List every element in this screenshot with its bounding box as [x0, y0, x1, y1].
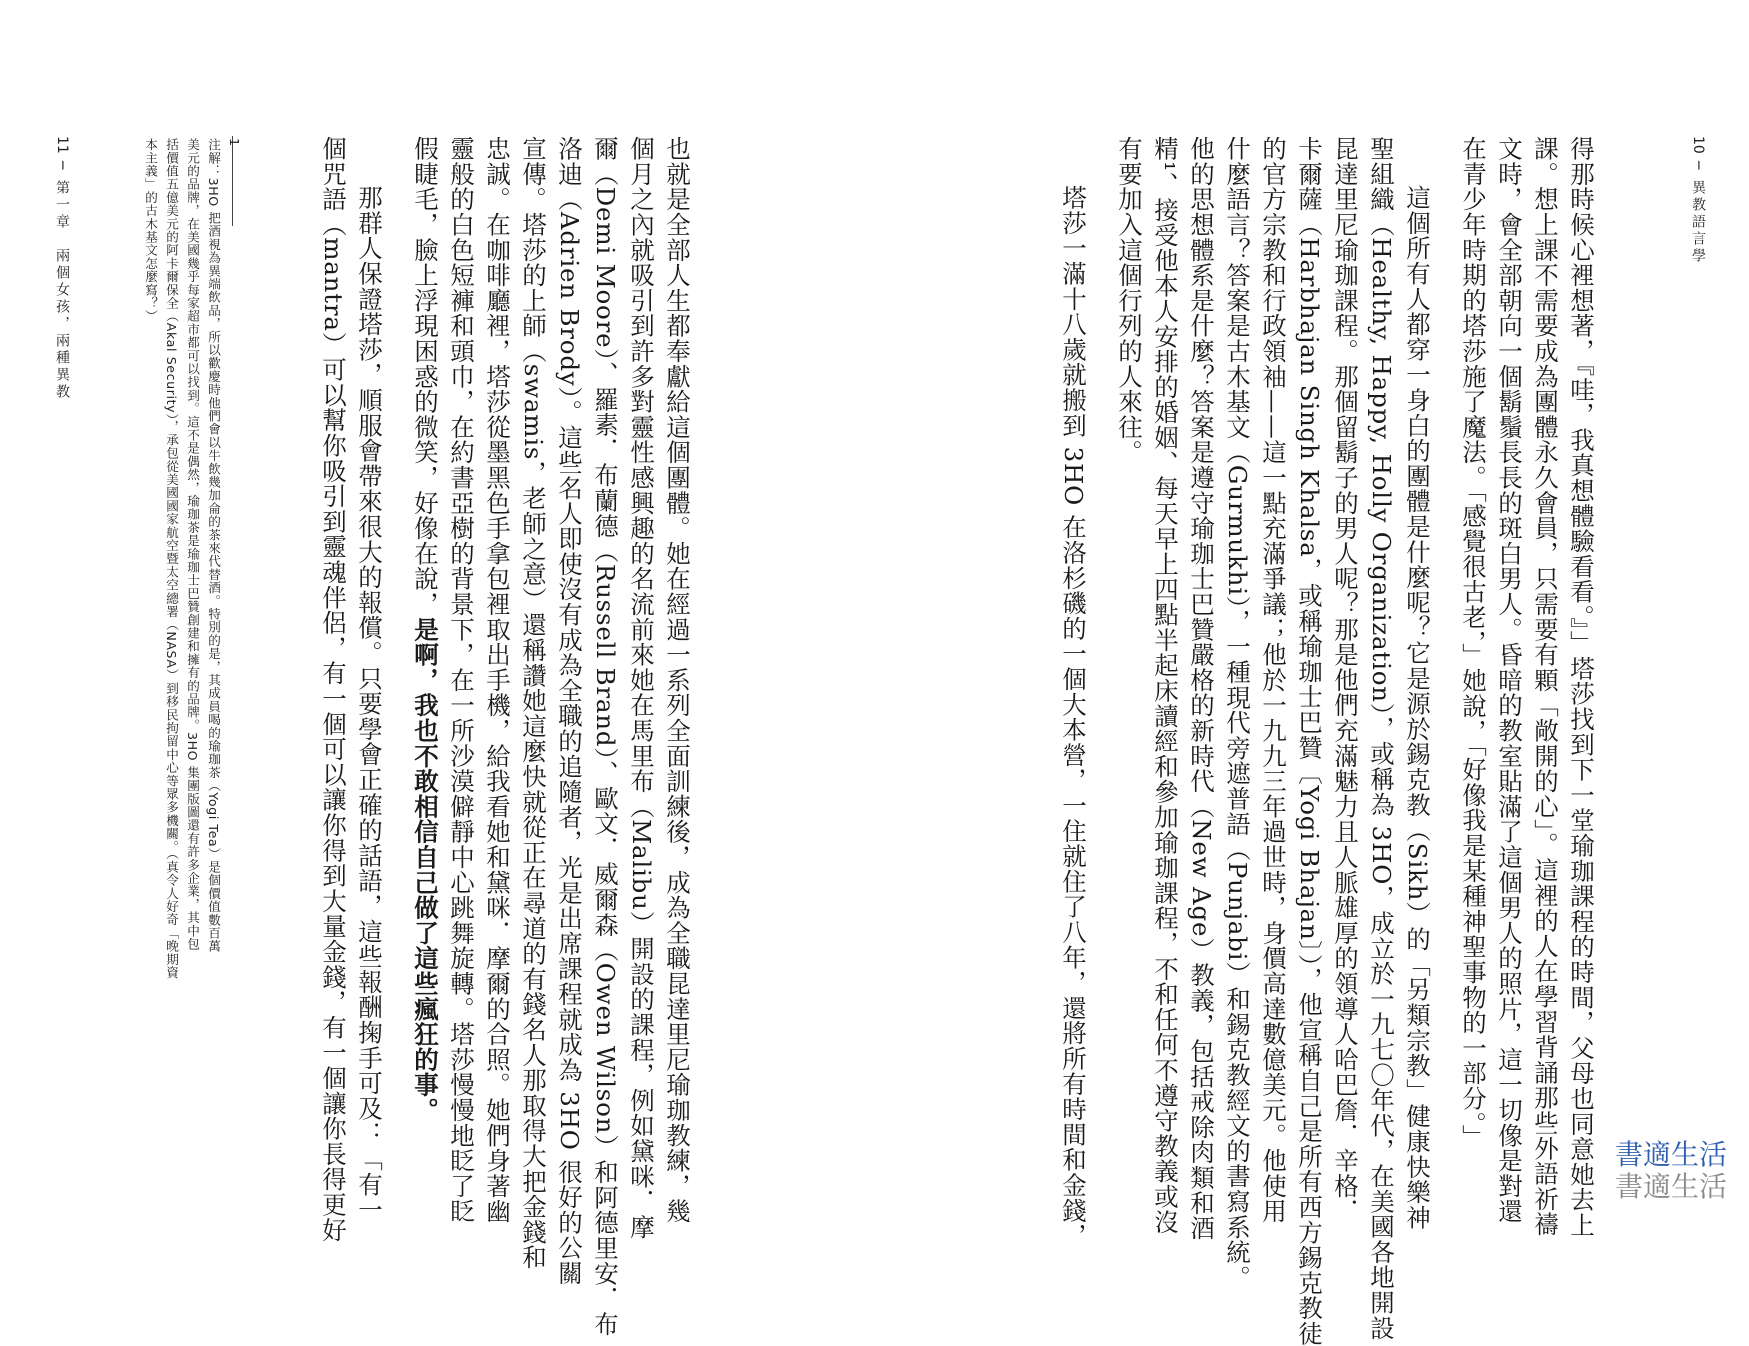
publisher-watermark [1615, 1139, 1727, 1203]
paragraph-line: 那群人保證塔莎，順服會帶來很大的報償。只要學會正確的話語，這些報酬掬手可及：「有一 [355, 185, 384, 1223]
footnote-line: 注解：3HO 把酒視為異端飲品，所以歡慶時他們會以牛飲幾加侖的茶來代替酒。特別的是，其成員喝的瑜珈茶（Yogi Tea）是個價值數百萬 [206, 138, 221, 953]
paragraph-line: 得那時候心裡想著，『哇，我真想體驗看看。』」塔莎找到下一堂瑜珈課程的時間，父母也同意她去上 [1567, 136, 1596, 1238]
paragraph-line: 的官方宗教和行政領袖——這一點充滿爭議；他於一九九三年過世時，身價高達數億美元。他使用 [1259, 136, 1288, 1224]
left-running-head: 11 ─ 第一章 兩個女孩，兩種異教 [54, 136, 70, 402]
paragraph-line: 在青少年時期的塔莎施了魔法。「感覺很古老，」她說，「好像我是某種神聖事物的一部分。」 [1459, 136, 1488, 1150]
left-page-number: 11 [54, 136, 70, 154]
paragraph-line: 忠誠。在咖啡廳裡，塔莎從墨黑色手拿包裡取出手機，給我看她和黛咪．摩爾的合照。她們身著幽 [483, 136, 512, 1224]
watermark-line-1: 書適生活 [1614, 1138, 1727, 1171]
right-page-number: 10 [1690, 136, 1706, 154]
book-title: 異教語言學 [1690, 180, 1706, 266]
footnote-line: 美元的品牌，在美國幾乎每家超市都可以找到。這不是偶然，瑜珈茶是瑜珈士巴贊創建和擁有的品牌。3HO 集團版圖還有許多企業，其中包 [185, 138, 200, 951]
right-running-head: 10 ─ 異教語言學 [1690, 136, 1706, 266]
paragraph-line: 也就是全部人生都奉獻給這個團體。她在經過一系列全面訓練後，成為全職昆達里尼瑜珈教練，幾 [663, 136, 692, 1224]
paragraph-line: 昆達里尼瑜珈課程。那個留鬍子的男人呢？那是他們充滿魅力且人脈雄厚的領導人哈巴詹．辛格． [1331, 136, 1360, 1224]
paragraph-line: 聖組織（Healthy, Happy, Holly Organization），或稱為 3HO，成立於一九七〇年代，在美國各地開設 [1367, 136, 1396, 1341]
paragraph-line: 這個所有人都穿一身白的團體是什麼呢？它是源於錫克教（Sikh）的「另類宗教」健康快樂神 [1403, 185, 1432, 1231]
left-page-body [315, 136, 695, 1337]
footnote-line: 括價值五億美元的阿卡爾保全（Akal Security），承包從美國國家航空暨太空總署（NASA）到移民拘留中心等眾多機關。（真令人好奇「晚期資 [164, 138, 179, 980]
paragraph-line: 個咒語（mantra）可以幫你吸引到靈魂伴侶，有一個可以讓你得到大量金錢，有一個讓你長得更好 [319, 136, 348, 1243]
chapter-title: 第一章 兩個女孩，兩種異教 [54, 180, 70, 402]
paragraph-line: 精¹、接受他本人安排的婚姻、每天早上四點半起床讀經和參加瑜珈課程，不和任何不遵守教義或沒 [1151, 136, 1180, 1235]
paragraph-line: 個月之內就吸引到許多對靈性感興趣的名流前來她在馬里布（Malibu）開設的課程，例如黛咪．摩 [627, 136, 656, 1240]
paragraph-line: 爾（Demi Moore）、羅素．布蘭德（Russell Brand）、歐文．威爾森（Owen Wilson）和阿德里安．布 [591, 136, 620, 1337]
watermark-line-2: 書適生活 [1614, 1170, 1727, 1203]
footnote [140, 138, 245, 979]
paragraph-line: 有要加入這個行列的人來往。 [1115, 136, 1144, 465]
paragraph-line: 他的思想體系是什麼？答案是遵守瑜珈士巴贊嚴格的新時代（New Age）教義，包括戒除肉類和酒 [1187, 136, 1216, 1241]
paragraph-line: 文時，會全部朝向一個鬍鬚長長的斑白男人。昏暗的教室貼滿了這個男人的照片，這一切像是對還 [1495, 136, 1524, 1224]
paragraph-line: 塔莎一滿十八歲就搬到 3HO 在洛杉磯的一個大本營，一住就住了八年，還將所有時間和金錢， [1059, 185, 1088, 1249]
paragraph-line: 宣傳。塔莎的上師（swamis，老師之意）還稱讚她這麼快就從正在尋道的有錢名人那取得大把金錢和 [519, 136, 548, 1270]
right-page-body [1055, 136, 1599, 1346]
paragraph-line: 卡爾薩（Harbhajan Singh Khalsa，或稱瑜珈士巴贊〔Yogi Bhajan〕），他宣稱自己是所有西方錫克教徒 [1295, 136, 1324, 1346]
emphasis-quote: 是啊，我也不敢相信自己做了這些瘋狂的事。 [411, 616, 440, 1123]
paragraph-line: 洛迪（Adrien Brody）。這些名人即使沒有成為全職的追隨者，光是出席課程就成為 3HO 很好的公關 [555, 136, 584, 1286]
footnote-line: 本主義」的古木基文怎麼寫？） [143, 138, 158, 323]
paragraph-line: 假睫毛，臉上浮現困惑的微笑，好像在說，是啊，我也不敢相信自己做了這些瘋狂的事。 [411, 136, 440, 1123]
paragraph-line: 什麼語言？答案是古木基文（Gurmukhi），一種現代旁遮普語（Punjabi）和錫克教經文的書寫系統。 [1223, 136, 1252, 1291]
paragraph-line: 課。想上課不需要成為團體永久會員，只需要有顆「敞開的心」。這裡的人在學習背誦那些外語祈禱 [1531, 136, 1560, 1237]
paragraph-line: 靈般的白色短褲和頭巾，在約書亞樹的背景下，在一所沙漠僻靜中心跳舞旋轉。塔莎慢慢地眨了眨 [447, 136, 476, 1224]
footnote-mark: 1 [227, 138, 242, 147]
